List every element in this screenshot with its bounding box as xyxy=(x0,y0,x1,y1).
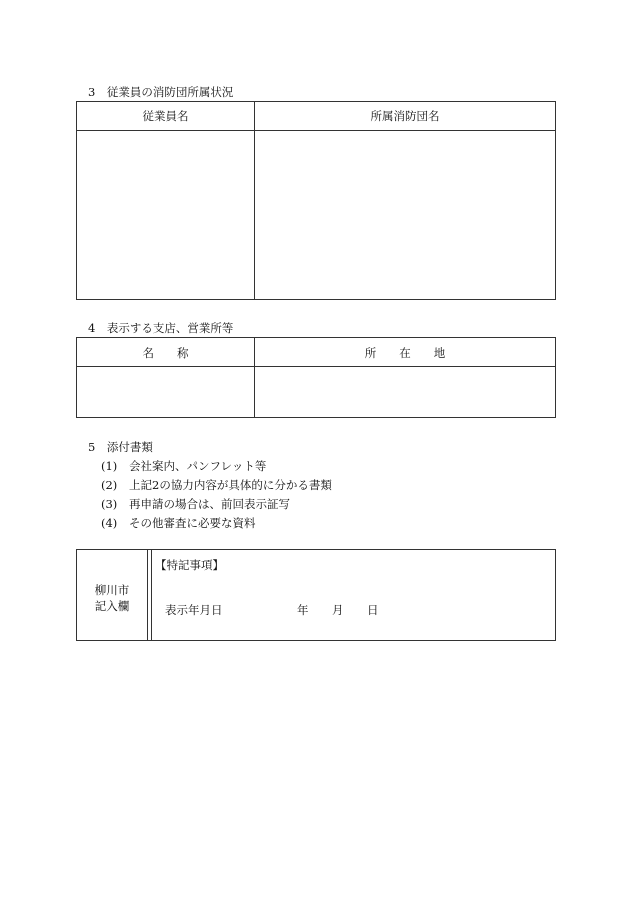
table-column-divider xyxy=(254,102,255,299)
col-header-name: 名 称 xyxy=(142,346,189,360)
city-entry-label-line2: 記入欄 xyxy=(94,599,130,613)
section3-heading: 3 従業員の消防団所属状況 xyxy=(88,85,234,99)
year-label: 年 xyxy=(297,603,309,617)
month-label: 月 xyxy=(332,603,344,617)
display-date-label: 表示年月日 xyxy=(165,603,223,617)
col-header-employee-name: 従業員名 xyxy=(142,109,189,123)
list-item-text: 上記2の協力内容が具体的に分かる書類 xyxy=(129,478,332,492)
city-entry-label xyxy=(77,582,147,614)
city-entry-label-line1: 柳川市 xyxy=(94,583,130,597)
list-item-text: 会社案内、パンフレット等 xyxy=(129,459,267,473)
section5-heading: 5 添付書類 xyxy=(88,440,153,454)
list-item-number: (4) xyxy=(101,516,118,530)
branch-offices-table xyxy=(76,337,556,418)
table-header-divider xyxy=(77,130,555,131)
day-label: 日 xyxy=(367,603,379,617)
city-entry-box xyxy=(76,549,556,641)
list-item xyxy=(101,458,266,474)
employee-fire-brigade-table xyxy=(76,101,556,300)
list-item-number: (1) xyxy=(101,459,118,473)
section4-heading: 4 表示する支店、営業所等 xyxy=(88,321,234,335)
list-item-text: 再申請の場合は、前回表示証写 xyxy=(129,497,290,511)
col-header-location: 所 在 地 xyxy=(364,346,446,360)
list-item-number: (3) xyxy=(101,497,118,511)
list-item xyxy=(101,515,256,531)
list-item-text: その他審査に必要な資料 xyxy=(129,516,256,530)
list-item-number: (2) xyxy=(101,478,118,492)
memo-double-divider xyxy=(147,550,152,640)
list-item xyxy=(101,496,290,512)
col-header-fire-brigade-name: 所属消防団名 xyxy=(370,109,440,123)
special-notes-label: 【特記事項】 xyxy=(155,558,224,572)
table-header-divider xyxy=(77,366,555,367)
list-item xyxy=(101,477,332,493)
